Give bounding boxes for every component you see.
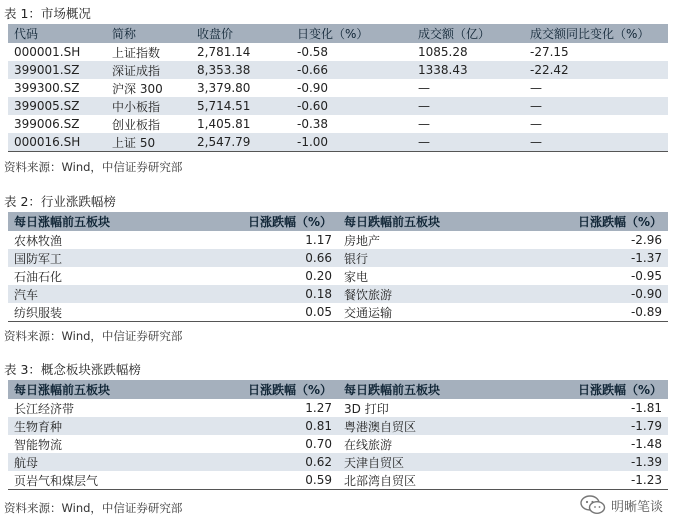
table-row [8,303,668,322]
table-row [8,61,668,79]
table-cell: 8,353.38 [191,61,291,79]
table-cell: 0.18 [208,285,338,303]
table-cell: 0.20 [305,269,332,283]
table-cell: 创业板指 [112,117,161,132]
table-cell: 2,781.14 [197,45,251,59]
table-cell: -0.38 [297,117,329,131]
table-cell: -1.48 [630,437,662,451]
column-header: 日涨跌幅（%） [538,212,668,231]
table-row [8,435,668,453]
table-cell: -0.90 [297,81,329,95]
table-cell: 0.81 [208,417,338,435]
table-cell: -0.89 [538,303,668,322]
table-cell: -1.00 [291,133,412,152]
table-cell: 粤港澳自贸区 [338,417,538,435]
column-header: 每日涨幅前五板块 [8,380,208,399]
wechat-watermark [577,494,666,516]
table-cell: 1.27 [305,401,332,415]
table-cell: 北部湾自贸区 [338,471,538,490]
table-cell: 000001.SH [14,45,81,59]
column-header: 每日跌幅前五板块 [338,380,538,399]
table-cell: -0.66 [291,61,412,79]
table-row [8,133,668,152]
table-cell: 5,714.51 [191,97,291,115]
table-row [8,115,668,133]
table-cell: -1.23 [538,471,668,490]
table-cell: 中小板指 [106,97,191,115]
table-cell: 399300.SZ [14,81,80,95]
table-cell: 天津自贸区 [338,453,538,471]
table-cell: 000016.SH [8,133,106,152]
market-overview-table [8,24,668,152]
table-cell: — [412,97,524,115]
table-cell: 沪深 300 [112,81,163,96]
column-header: 代码 [8,24,106,43]
table-cell: -0.58 [297,45,329,59]
column-header: 成交额（亿） [412,24,524,43]
concept-ranking-table [8,380,668,490]
table-cell: -0.90 [538,285,668,303]
table-cell: 在线旅游 [344,437,393,452]
table-row [8,97,668,115]
table-cell: 0.62 [208,453,338,471]
column-header: 成交额同比变化（%） [524,24,668,43]
table-cell: 0.59 [208,471,338,490]
table-cell: — [530,81,542,95]
column-header: 简称 [106,24,191,43]
watermark-text: 明晰笔谈 [610,499,663,515]
table-cell: 1338.43 [412,61,524,79]
table-cell: -27.15 [530,45,569,59]
column-header: 日涨跌幅（%） [208,212,338,231]
table-row [8,471,668,490]
table-cell: -0.60 [291,97,412,115]
table-cell: — [418,117,430,131]
table-cell: — [530,117,542,131]
table1-source: 资料来源：Wind，中信证券研究部 [4,160,183,174]
table-cell: 1085.28 [418,45,468,59]
table-row [8,285,668,303]
column-header: 每日涨幅前五板块 [8,212,208,231]
table-cell: 银行 [338,249,538,267]
column-header: 每日跌幅前五板块 [338,212,538,231]
table-cell: 汽车 [8,285,208,303]
table-header-row [8,24,668,43]
table-cell: — [524,97,668,115]
table-cell: 上证 50 [106,133,191,152]
table-cell: — [524,133,668,152]
table-cell: 0.66 [208,249,338,267]
table-cell: -22.42 [524,61,668,79]
table-cell: 3D 打印 [344,401,389,416]
table3-caption: 表 3：概念板块涨跌幅榜 [4,362,141,377]
table2-source: 资料来源：Wind，中信证券研究部 [4,329,183,343]
table-cell: 上证指数 [112,45,161,60]
table-cell: 家电 [344,269,369,284]
table-cell: -1.79 [538,417,668,435]
table-row [8,399,668,417]
table-cell: 石油石化 [14,269,63,284]
table-cell: 房地产 [344,233,381,248]
table-row [8,231,668,249]
wechat-icon [580,495,606,515]
table-cell: — [418,81,430,95]
table-cell: 0.05 [208,303,338,322]
table-cell: -0.95 [630,269,662,283]
table-cell: 纺织服装 [8,303,208,322]
column-header: 日涨跌幅（%） [538,380,668,399]
table-cell: 3,379.80 [197,81,251,95]
table-header-row [8,212,668,231]
table-cell: 生物育种 [8,417,208,435]
table-row [8,43,668,61]
table-cell: 1,405.81 [197,117,251,131]
table-cell: 航母 [8,453,208,471]
table-cell: 2,547.79 [191,133,291,152]
table-cell: 长江经济带 [14,401,75,416]
table-cell: — [412,133,524,152]
table-cell: 餐饮旅游 [338,285,538,303]
table-cell: -2.96 [630,233,662,247]
table-cell: 深证成指 [106,61,191,79]
table-cell: 农林牧渔 [14,233,63,248]
table-row [8,249,668,267]
table-row [8,453,668,471]
column-header: 收盘价 [191,24,291,43]
column-header: 日变化（%） [291,24,412,43]
table-cell: 国防军工 [8,249,208,267]
table-cell: -1.37 [538,249,668,267]
table2-caption: 表 2：行业涨跌幅榜 [4,194,116,209]
table-cell: 399006.SZ [14,117,80,131]
table-cell: 1.17 [305,233,332,247]
table-cell: 399001.SZ [8,61,106,79]
industry-ranking-table [8,212,668,322]
table-row [8,79,668,97]
table-cell: -1.81 [630,401,662,415]
table-cell: 智能物流 [14,437,63,452]
table-cell: 0.70 [305,437,332,451]
table-header-row [8,380,668,399]
column-header: 日涨跌幅（%） [208,380,338,399]
table-row [8,417,668,435]
table-cell: 交通运输 [338,303,538,322]
table1-caption: 表 1：市场概况 [4,6,91,21]
table3-source: 资料来源：Wind，中信证券研究部 [4,501,183,515]
table-cell: -1.39 [538,453,668,471]
table-row [8,267,668,285]
table-cell: 页岩气和煤层气 [8,471,208,490]
table-cell: 399005.SZ [8,97,106,115]
